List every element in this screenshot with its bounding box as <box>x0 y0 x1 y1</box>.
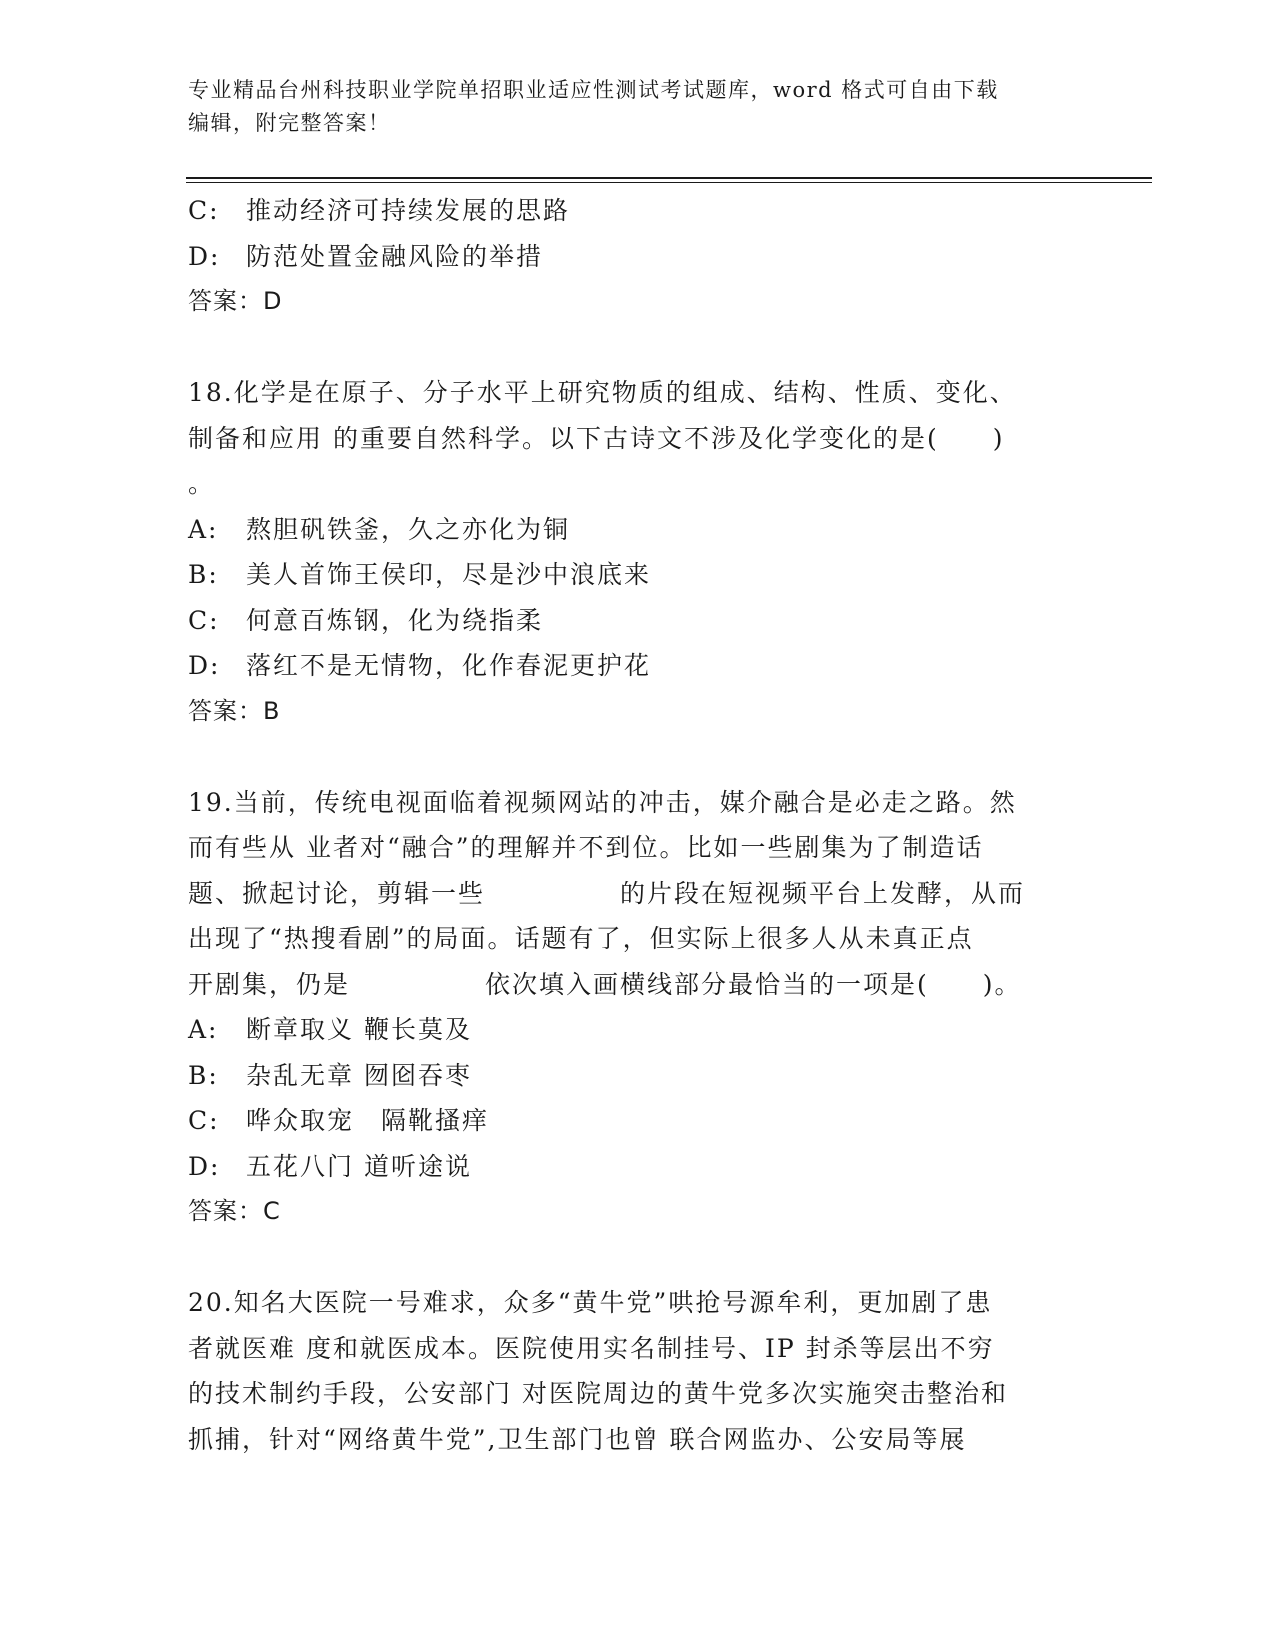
question-text-line: 题、掀起讨论，剪辑一些 的片段在短视频平台上发酵，从而 <box>188 878 1026 908</box>
header-divider-thick <box>186 177 1152 179</box>
option-text: 熬胆矾铁釜，久之亦化为铜 <box>246 514 571 544</box>
question-text-line: 者就医难 度和就医成本。医院使用实名制挂号、IP 封杀等层出不穷 <box>188 1333 995 1363</box>
question-text-line: 20.知名大医院一号难求，众多“黄牛党”哄抢号源牟利，更加剧了患 <box>188 1288 993 1317</box>
header-divider-thin <box>186 182 1152 183</box>
option-text: 断章取义 鞭长莫及 <box>246 1015 472 1044</box>
answer-line: 答案：C <box>188 1197 281 1225</box>
option-text: 落红不是无情物，化作春泥更护花 <box>246 651 652 680</box>
option-letter: C: <box>188 196 220 225</box>
spacer <box>188 325 1088 371</box>
option-text: 何意百炼钢，化为绕指柔 <box>246 605 544 635</box>
page-header <box>188 74 1088 140</box>
answer-line: 答案：D <box>188 287 283 315</box>
question-text-line: 18.化学是在原子、分子水平上研究物质的组成、结构、性质、变化、 <box>188 378 1017 407</box>
option-letter: D: <box>188 241 221 271</box>
question-text-line: 出现了“热搜看剧”的局面。话题有了，但实际上很多人从未真正点 <box>188 924 974 953</box>
option-a <box>188 1007 1088 1053</box>
option-letter: A: <box>188 514 219 544</box>
option-d <box>188 234 1088 280</box>
question-text-line: 。 <box>188 469 216 498</box>
option-letter: D: <box>188 651 221 680</box>
question-text-line: 19.当前，传统电视面临着视频网站的冲击，媒介融合是必走之路。然 <box>188 787 1017 817</box>
option-c <box>188 1098 1088 1144</box>
option-text: 推动经济可持续发展的思路 <box>246 196 571 225</box>
option-c <box>188 598 1088 644</box>
option-letter: C: <box>188 605 220 635</box>
option-text: 美人首饰王侯印，尽是沙中浪底来 <box>246 560 652 589</box>
answer-line: 答案：B <box>188 696 281 725</box>
question-text-line: 而有些从 业者对“融合”的理解并不到位。比如一些剧集为了制造话 <box>188 833 984 862</box>
spacer <box>188 1235 1088 1281</box>
option-letter: B: <box>188 560 219 589</box>
option-text: 五花八门 道听途说 <box>246 1151 472 1181</box>
option-d <box>188 1144 1088 1190</box>
option-letter: D: <box>188 1151 221 1181</box>
option-letter: A: <box>188 1015 219 1044</box>
question-text-line: 抓捕，针对“网络黄牛党”,卫生部门也曾 联合网监办、公安局等展 <box>188 1424 967 1454</box>
option-text: 防范处置金融风险的举措 <box>246 241 544 271</box>
spacer <box>188 734 1088 780</box>
option-letter: C: <box>188 1106 220 1135</box>
option-a <box>188 507 1088 553</box>
question-text-line: 开剧集，仍是 依次填入画横线部分最恰当的一项是( )。 <box>188 969 1022 999</box>
header-line-2: 编辑，附完整答案！ <box>188 111 391 135</box>
question-content <box>188 188 1088 1462</box>
option-text: 杂乱无章 囫囵吞枣 <box>246 1060 472 1090</box>
option-b <box>188 1053 1088 1099</box>
option-letter: B: <box>188 1060 219 1090</box>
option-text: 哗众取宠 隔靴搔痒 <box>246 1106 490 1135</box>
question-text-line: 的技术制约手段，公安部门 对医院周边的黄牛党多次实施突击整治和 <box>188 1379 1008 1408</box>
question-text-line: 制备和应用 的重要自然科学。以下古诗文不涉及化学变化的是( ) <box>188 423 1005 453</box>
header-line-1: 专业精品台州科技职业学院单招职业适应性测试考试题库，word 格式可自由下载 <box>188 78 999 102</box>
option-c <box>188 188 1088 234</box>
option-d <box>188 643 1088 689</box>
option-b <box>188 552 1088 598</box>
